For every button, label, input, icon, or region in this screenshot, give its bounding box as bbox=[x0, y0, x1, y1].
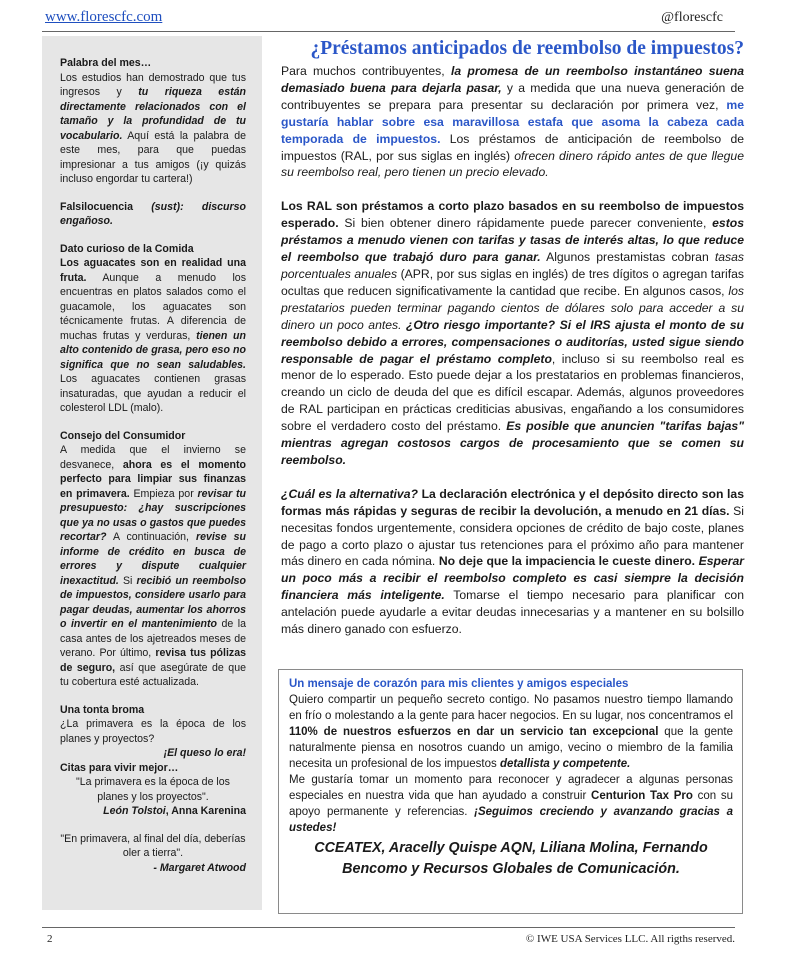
joke-answer: ¡El queso lo era! bbox=[163, 747, 246, 759]
joke-question: ¿La primavera es la época de los planes y proyectos? bbox=[60, 718, 246, 745]
food-fact-section bbox=[60, 242, 246, 416]
article-title: ¿Préstamos anticipados de reembolso de impuestos? bbox=[310, 38, 744, 59]
word-of-month-section bbox=[60, 56, 246, 187]
consumer-tip-heading: Consejo del Consumidor bbox=[60, 429, 186, 442]
header-divider bbox=[42, 31, 735, 32]
quote-1-author: León Tolstoi, Anna Karenina bbox=[103, 805, 246, 817]
message-paragraph-1: Quiero compartir un pequeño secreto contigo. No pasamos nuestro tiempo llamando en frío o molestando a la gente para hacer negocios. En su lugar, nos concentramos el 110% de nuestros esfuerzos en dar un servicio tan excepcional que la gente naturalmente piensa en nosotros cuando un amigo, vecino o miembro de la familia necesita un profesional de los impuestos detallista y competente. bbox=[289, 694, 733, 770]
message-paragraph-2: Me gustaría tomar un momento para reconocer y agradecer a algunas personas especiales en nuestra vida que han ayudado a construir Centurion Tax Pro con su apoyo permanente y referencias. ¡Seguimos creciendo y avanzando gracias a ustedes! bbox=[289, 774, 734, 834]
article bbox=[281, 38, 744, 655]
word-of-month-heading: Palabra del mes… bbox=[60, 57, 152, 69]
quote-2: "En primavera, al final del día, deberías oler a tierra". bbox=[60, 832, 246, 859]
social-handle: @florescfc bbox=[661, 10, 723, 25]
word-of-month-text: Los estudios han demostrado que tus ingresos y tu riqueza están directamente relacionados con el tamaño y la profundidad de tu vocabulario. Aquí está la palabra de este mes, para que puedas impresionar a tus amigos (¡y quizás incluso engordar tu cartera!) bbox=[60, 71, 246, 185]
page-number: 2 bbox=[47, 933, 53, 945]
consumer-tip-section bbox=[60, 429, 246, 690]
consumer-tip-text: A medida que el invierno se desvanece, ahora es el momento perfecto para limpiar sus finanzas en primavera. Empieza por revisar tu presupuesto: ¿hay suscripciones que ya no usas o gastos que puedes recortar? A continuación, revise su informe de crédito en busca de errores y dispute cualquier inexactitud. Si recibió un reembolso de impuestos, considere usarlo para pagar deudas, aumentar los ahorros o invertir en el mantenimiento de la casa antes de los ajetreados meses de verano. Por último, revisa tus pólizas de seguro, así que asegúrate de que tu cobertura esté actualizada. bbox=[60, 444, 247, 688]
quotes-heading: Citas para vivir mejor… bbox=[60, 761, 179, 774]
article-paragraph-2: Los RAL son préstamos a corto plazo basados en su reembolso de impuestos esperado. Si bien obtener dinero rápidamente puede parecer conveniente, estos préstamos a menudo vienen con tarifas y tasas de interés altas, lo que reduce el reembolso que trabajó duro para ganar. Algunos prestamistas cobran tasas porcentuales anuales (APR, por sus siglas en inglés) de tres dígitos o agregan tarifas ocultas que reducen significativamente la cantidad que recibe. En algunos casos, los prestatarios pueden terminar pagando cientos de dólares solo para acceder a su dinero un poco antes. ¿Otro riesgo importante? Si el IRS ajusta el monto de su reembolso debido a errores, compensaciones o auditorías, usted sigue siendo responsable de pagar el préstamo completo, incluso si su reembolso real es menor de lo esperado. Esto puede dejar a los prestatarios en problemas financieros, creando un ciclo de deuda del que es difícil escapar. Además, algunos proveedores de RAL participan en prácticas crediticias abusivas, engañando a los consumidores sobre el verdadero costo del préstamo. Es posible que anuncien "tarifas bajas" mientras agregan costosos cargos de procesamiento que se comen su reembolso. bbox=[281, 199, 744, 467]
message-box bbox=[278, 669, 743, 914]
thanked-names: CCEATEX, Aracelly Quispe AQN, Liliana Molina, Fernando Bencomo y Recursos Globales de Comunicación. bbox=[314, 840, 708, 877]
quote-1: "La primavera es la época de los planes y los proyectos". bbox=[76, 776, 230, 803]
sidebar bbox=[42, 36, 262, 910]
food-fact-text: Los aguacates son en realidad una fruta. Aunque a menudo los encuentras en platos salados como el guacamole, los aguacates son técnicamente frutas. A diferencia de muchas frutas y verduras, tienen un alto contenido de grasa, pero eso no significa que no sean saludables. Los aguacates contienen grasas insaturadas, que ayudan a reducir el colesterol LDL (malo). bbox=[60, 257, 246, 414]
website-link[interactable]: www.florescfc.com bbox=[45, 9, 163, 25]
quote-2-author: - Margaret Atwood bbox=[153, 861, 246, 874]
joke-heading: Una tonta broma bbox=[60, 703, 145, 716]
message-box-title: Un mensaje de corazón para mis clientes y amigos especiales bbox=[289, 678, 629, 690]
definition-text: Falsilocuencia (sust): discurso engañoso. bbox=[60, 200, 246, 227]
food-fact-heading: Dato curioso de la Comida bbox=[60, 242, 194, 255]
definition-section bbox=[60, 200, 246, 229]
footer-divider bbox=[42, 927, 735, 928]
article-paragraph-3: ¿Cuál es la alternativa? La declaración electrónica y el depósito directo son las formas más rápidas y seguras de recibir la devolución, a menudo en 21 días. Si necesitas fondos urgentemente, considera opciones de crédito de bajo coste, planes de pago a corto plazo o ajustar tus retenciones para el próximo año para mantener más dinero en cada nómina. No deje que la impaciencia le cueste dinero. Esperar un poco más a recibir el reembolso completo es casi siempre la decisión financiera más inteligente. Tomarse el tiempo necesario para planificar con antelación puede ayudarle a evitar deudas innecesarias y a mantener en su bolsillo más dinero ganado con esfuerzo. bbox=[281, 486, 744, 637]
joke-section bbox=[60, 703, 246, 761]
article-paragraph-1: Para muchos contribuyentes, la promesa de un reembolso instantáneo suena demasiado buena para dejarla pasar, y a medida que una nueva generación de contribuyentes se prepara para presentar su declaración por primera vez, me gustaría hablar sobre esa maravillosa estafa que asoma la cabeza cada temporada de impuestos. Los préstamos de anticipación de reembolso de impuestos (RAL, por sus siglas en inglés) ofrecen dinero rápido antes de que llegue su reembolso real, pero tienen un precio elevado. bbox=[281, 64, 744, 180]
copyright-notice: © IWE USA Services LLC. All rigths reserved. bbox=[525, 933, 735, 945]
quotes-section bbox=[60, 761, 246, 876]
